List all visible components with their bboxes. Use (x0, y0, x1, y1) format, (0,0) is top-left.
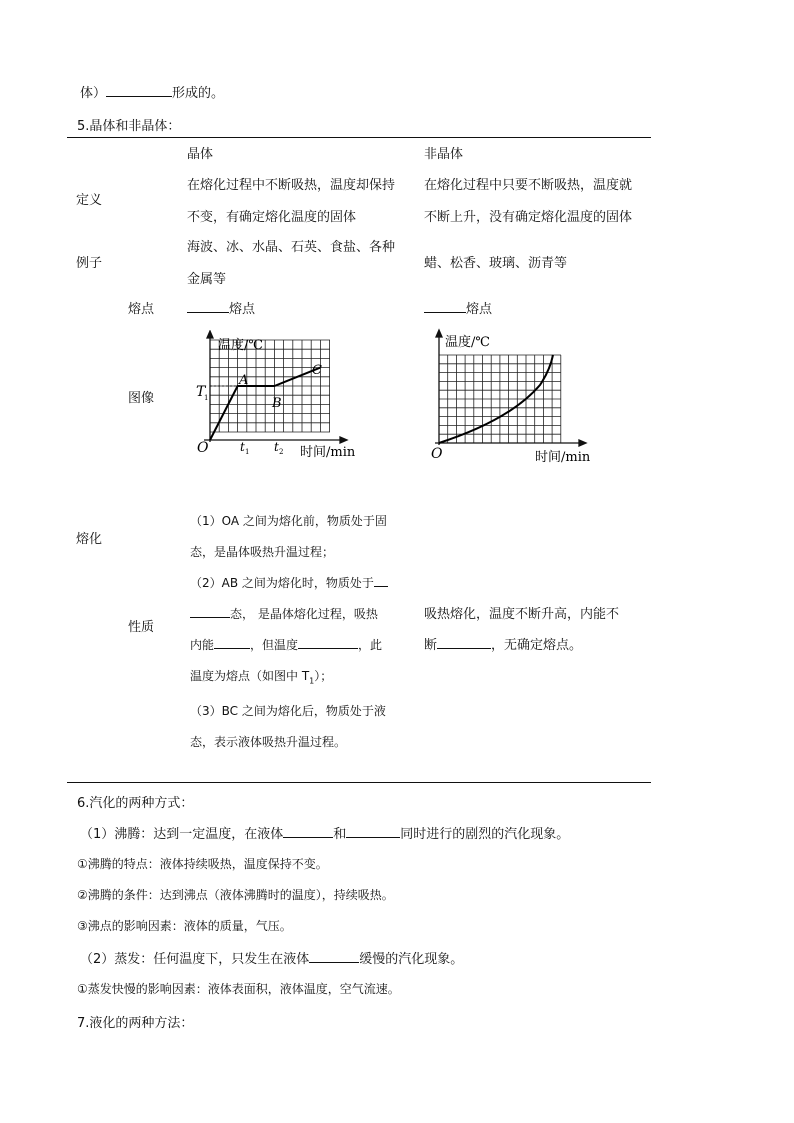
point-a-label: A (239, 373, 249, 388)
origin-label: O (197, 440, 209, 456)
definition-crystal: 在熔化过程中不断吸热，温度却保持 不变，有确定熔化温度的固体 (187, 178, 396, 225)
amorphous-melting-graph (425, 325, 605, 467)
boiling-item-3: ③沸点的影响因素：液体的质量，气压。 (77, 919, 292, 933)
t1-tick-sub: 1 (245, 448, 250, 456)
fill-blank[interactable] (346, 823, 400, 838)
fill-blank[interactable] (283, 823, 333, 838)
t1-sub: 1 (204, 394, 209, 402)
header-crystal: 晶体 (187, 147, 214, 162)
row-label-melting: 熔化 (76, 532, 103, 547)
definition-amorphous: 在熔化过程中只要不断吸热，温度就 不断上升，没有确定熔化温度的固体 (424, 178, 633, 225)
row-label-definition: 定义 (76, 193, 103, 208)
row-label-examples: 例子 (76, 256, 103, 271)
origin-label: O (431, 446, 443, 462)
t2-tick: t (274, 440, 279, 454)
properties-crystal: （1）OA 之间为熔化前，物质处于固 态，是晶体吸热升温过程； （2）AB 之间为熔化时，物质处于 态， 是晶体熔化过程，吸热 内能 ，但温度 ，此 温度为熔点（如图中 $T_1$）； （3）BC 之间为熔化后，物质处于液 态，表示液体吸热升温过程。 (190, 514, 387, 750)
evaporation-line: （2）蒸发：任何温度下，只发生在液体 缓慢的汽化现象。 (80, 948, 463, 967)
y-axis-label: 温度/℃ (218, 338, 263, 353)
fill-blank[interactable] (309, 948, 359, 963)
t1-label: T (196, 384, 206, 400)
boiling-line: （1）沸腾：达到一定温度，在液体 和 同时进行的剧烈的汽化现象。 (80, 823, 569, 842)
fill-blank[interactable] (106, 82, 172, 97)
t1-tick: t (240, 440, 245, 454)
boiling-item-1: ①沸腾的特点：液体持续吸热，温度保持不变。 (77, 857, 328, 871)
melting-point-amorphous: 熔点 (424, 297, 492, 323)
section-7-title: 7.液化的两种方法： (77, 1016, 194, 1031)
properties-amorphous: 吸热熔化，温度不断升高，内能不 断 ，无确定熔点。 (424, 607, 620, 653)
point-b-label: B (272, 396, 282, 411)
table-top-rule (67, 137, 651, 138)
row-label-melting-point: 熔点 (128, 302, 155, 317)
examples-amorphous: 蜡、松香、玻璃、沥青等 (424, 256, 568, 271)
fill-blank[interactable] (298, 634, 358, 649)
evaporation-item-1: ①蒸发快慢的影响因素：液体表面积，液体温度，空气流速。 (77, 982, 400, 996)
melting-point-crystal: 熔点 (187, 297, 255, 323)
x-axis-label: 时间/min (300, 445, 356, 460)
fill-blank[interactable] (187, 298, 229, 313)
y-axis-label: 温度/℃ (445, 335, 490, 350)
fill-blank[interactable] (437, 634, 491, 649)
point-c-label: C (312, 363, 322, 378)
fill-blank[interactable] (190, 603, 230, 618)
header-amorphous: 非晶体 (424, 147, 464, 162)
fill-blank[interactable] (214, 634, 250, 649)
row-label-properties: 性质 (128, 620, 155, 635)
fill-blank[interactable] (374, 572, 388, 587)
x-axis-label: 时间/min (535, 450, 591, 465)
fill-blank[interactable] (424, 298, 466, 313)
section-5-title: 5.晶体和非晶体： (77, 119, 181, 134)
table-bottom-rule (67, 782, 651, 783)
row-label-graph: 图像 (128, 391, 155, 406)
examples-crystal: 海波、冰、水晶、石英、食盐、各种 金属等 (187, 240, 396, 287)
intro-line: 体） 形成的。 (80, 82, 224, 101)
t2-tick-sub: 2 (279, 448, 284, 456)
section-6-title: 6.汽化的两种方式： (77, 796, 194, 811)
boiling-item-2: ②沸腾的条件：达到沸点（液体沸腾时的温度），持续吸热。 (77, 888, 394, 902)
crystal-melting-graph (190, 330, 370, 466)
